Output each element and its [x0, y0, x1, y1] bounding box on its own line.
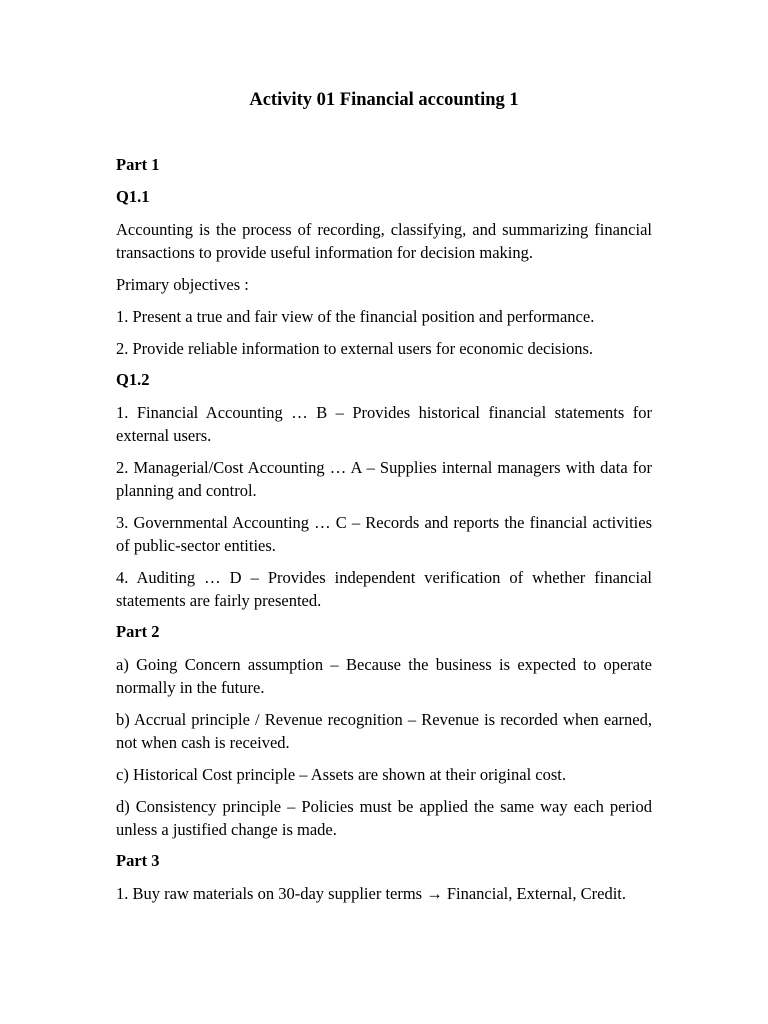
accounting-branch-item: 2. Managerial/Cost Accounting … A – Supplies internal managers with data for planning and control. — [116, 458, 652, 500]
objectives-label: Primary objectives : — [116, 275, 249, 294]
objective-item: 1. Present a true and fair view of the financial position and performance. — [116, 307, 595, 326]
objective-item: 2. Provide reliable information to external users for economic decisions. — [116, 339, 593, 358]
principle-item: d) Consistency principle – Policies must be applied the same way each period unless a justified change is made. — [116, 797, 652, 839]
document-page — [116, 88, 652, 914]
principle-item: c) Historical Cost principle – Assets are shown at their original cost. — [116, 765, 566, 784]
principle-item: b) Accrual principle / Revenue recognition – Revenue is recorded when earned, not when cash is received. — [116, 710, 652, 752]
q1-2-heading: Q1.2 — [116, 370, 150, 389]
document-title: Activity 01 Financial accounting 1 — [249, 90, 519, 110]
accounting-branch-item: 3. Governmental Accounting … C – Records and reports the financial activities of public-sector entities. — [116, 513, 652, 555]
transaction-item: 1. Buy raw materials on 30-day supplier terms → Financial, External, Credit. — [116, 884, 627, 903]
accounting-definition: Accounting is the process of recording, classifying, and summarizing financial transactions to provide useful information for decision making. — [116, 220, 652, 262]
principle-item: a) Going Concern assumption – Because the business is expected to operate normally in the future. — [116, 655, 652, 697]
accounting-branch-item: 1. Financial Accounting … B – Provides historical financial statements for external users. — [116, 403, 652, 445]
q1-1-heading: Q1.1 — [116, 187, 150, 206]
part-3-heading: Part 3 — [116, 851, 160, 870]
part-2-heading: Part 2 — [116, 622, 160, 641]
part-1-heading: Part 1 — [116, 155, 160, 174]
accounting-branch-item: 4. Auditing … D – Provides independent verification of whether financial statements are fairly presented. — [116, 568, 652, 610]
